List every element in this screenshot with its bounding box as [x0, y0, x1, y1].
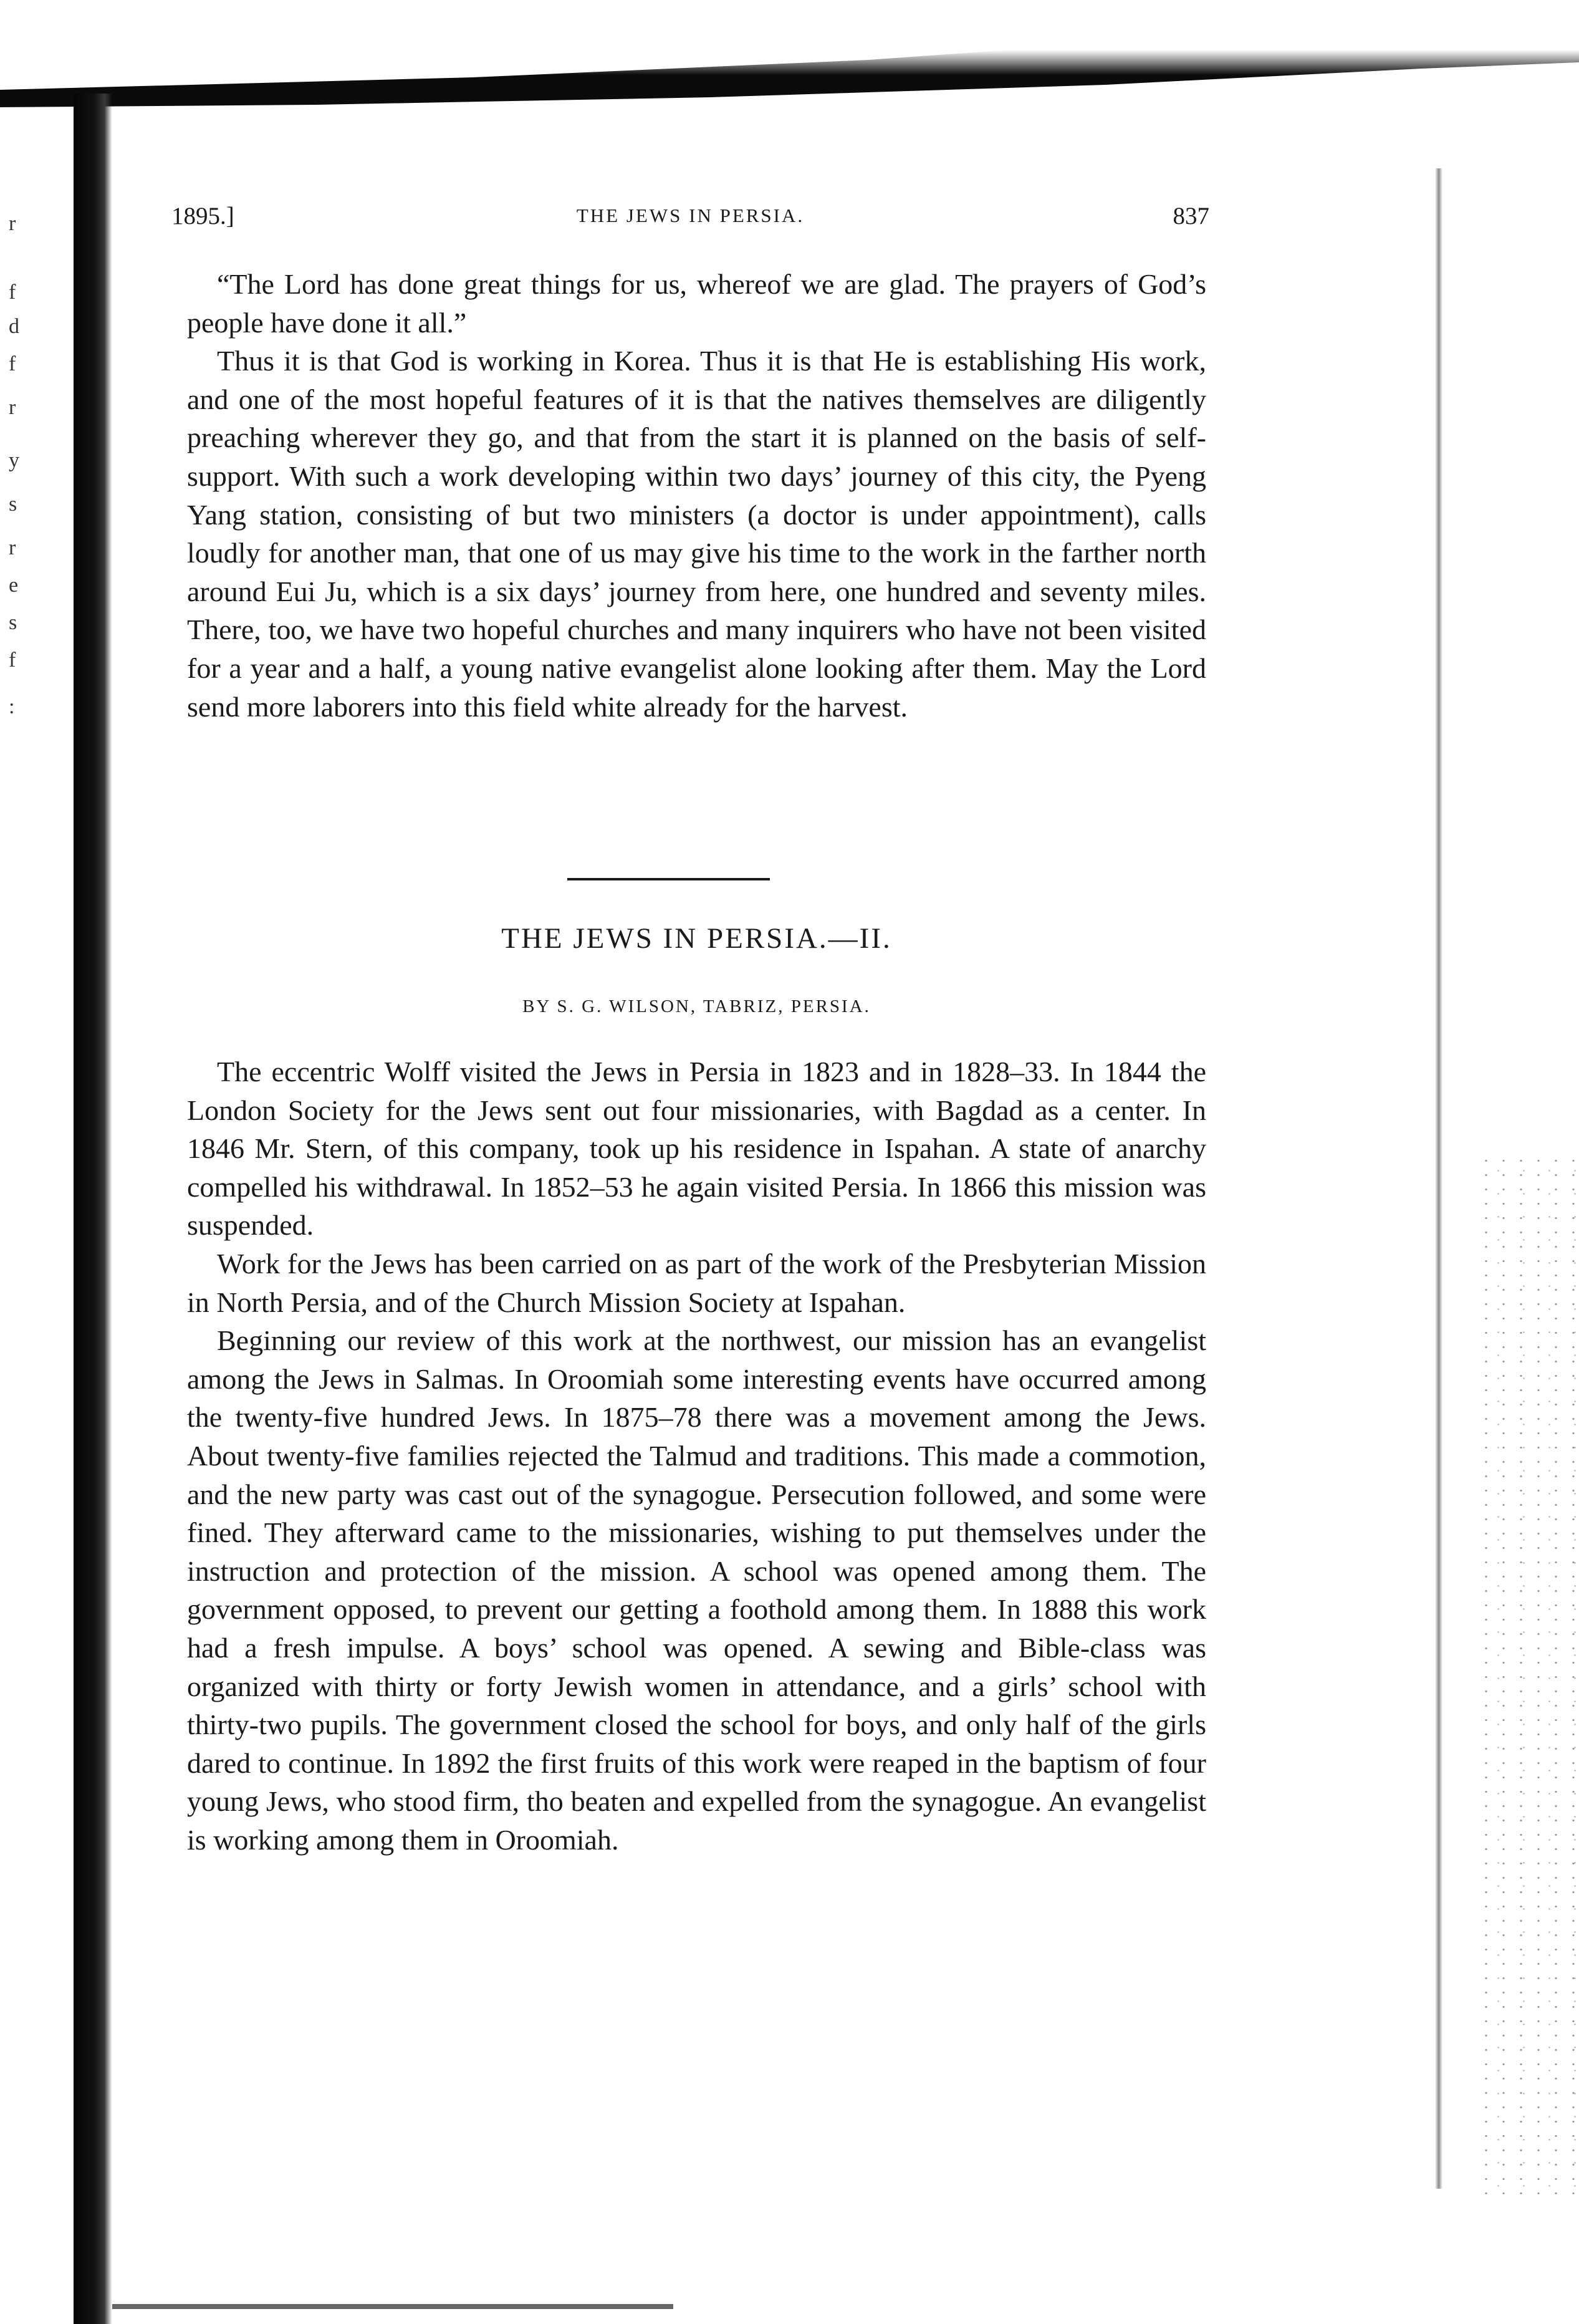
margin-fragment: d: [9, 315, 19, 338]
margin-fragment: s: [9, 611, 17, 634]
article-title: THE JEWS IN PERSIA.—II.: [501, 922, 892, 955]
running-title: THE JEWS IN PERSIA.: [576, 205, 805, 226]
binding-shadow: [74, 94, 112, 2324]
paragraph: Work for the Jews has been carried on as part of the work of the Presbyterian Mission in North Persia, and of the Church Mission Society at Ispahan.: [187, 1247, 1206, 1318]
scan-noise: [1477, 1154, 1577, 2201]
facing-page-margin: [5, 187, 42, 811]
margin-fragment: e: [9, 574, 19, 597]
page-number: 837: [1173, 203, 1209, 229]
paragraph: Beginning our review of this work at the northwest, our mission has an evangelist among the Jews in Salmas. In Oroomiah some interesting events have occurred among the twenty-five hundred Jews. In 1875–78 there was a movement among the Jews. About twenty-five families rejected the Talmud and traditions. This made a commotion, and the new party was cast out of the synagogue. Persecution followed, and some were fined. They afterward came to the missionaries, wishing to put themselves under the instruction and protection of the mission. A school was opened among them. The government opposed, to prevent our getting a foothold among them. In 1888 this work had a fresh impulse. A boys’ school was opened. A sewing and Bible-class was organized with thirty or forty Jewish women in attendance, and a girls’ school with thirty-two pupils. The government closed the school for boys, and only half of the girls dared to continue. In 1892 the first fruits of this work were reaped in the baptism of four young Jews, who stood firm, tho beaten and expelled from the synagogue. An evangelist is working among them in Oroomiah.: [187, 1324, 1206, 1856]
article-body: [187, 1053, 1206, 1859]
page-right-edge: [1435, 168, 1442, 2189]
header-year: 1895.]: [171, 203, 234, 229]
margin-fragment: :: [9, 695, 15, 718]
scan-top-edge: [0, 0, 1579, 125]
article-byline: BY S. G. WILSON, TABRIZ, PERSIA.: [522, 996, 871, 1016]
paragraph: The eccentric Wolff visited the Jews in Persia in 1823 and in 1828–33. In 1844 the London Society for the Jews sent out four missionaries, with Bagdad as a center. In 1846 Mr. Stern, of this company, took up his residence in Ispahan. A state of anarchy compelled his withdrawal. In 1852–53 he again visited Persia. In 1866 this mission was suspended.: [187, 1056, 1206, 1242]
margin-fragment: s: [9, 493, 17, 516]
margin-fragment: r: [9, 396, 16, 419]
margin-fragment: f: [9, 649, 16, 672]
preceding-article-text: [187, 265, 1206, 726]
paragraph: Thus it is that God is working in Korea. Thus it is that He is establishing His work, and one of the most hopeful features of it is that the natives themselves are diligently preaching wherever they go, and that from the start it is planned on the basis of self-support. With such a work developing within two days’ journey of this city, the Pyeng Yang station, consisting of but two ministers (a doctor is under appointment), calls loudly for another man, that one of us may give his time to the work in the farther north around Eui Ju, which is a six days’ journey from here, one hundred and seventy miles. There, too, we have two hopeful churches and many inquirers who have not been visited for a year and a half, a young native evangelist alone looking after them. May the Lord send more laborers into this field white already for the harvest.: [187, 345, 1206, 723]
margin-fragment: y: [9, 449, 19, 472]
margin-fragment: r: [9, 536, 16, 559]
margin-fragment: r: [9, 212, 16, 235]
running-header: [171, 200, 1209, 237]
margin-fragment: f: [9, 352, 16, 375]
section-divider: [567, 878, 770, 880]
paragraph: “The Lord has done great things for us, whereof we are glad. The prayers of God’s people have done it all.”: [187, 268, 1206, 339]
page-bottom-edge: [112, 2304, 673, 2309]
margin-fragment: f: [9, 281, 16, 304]
